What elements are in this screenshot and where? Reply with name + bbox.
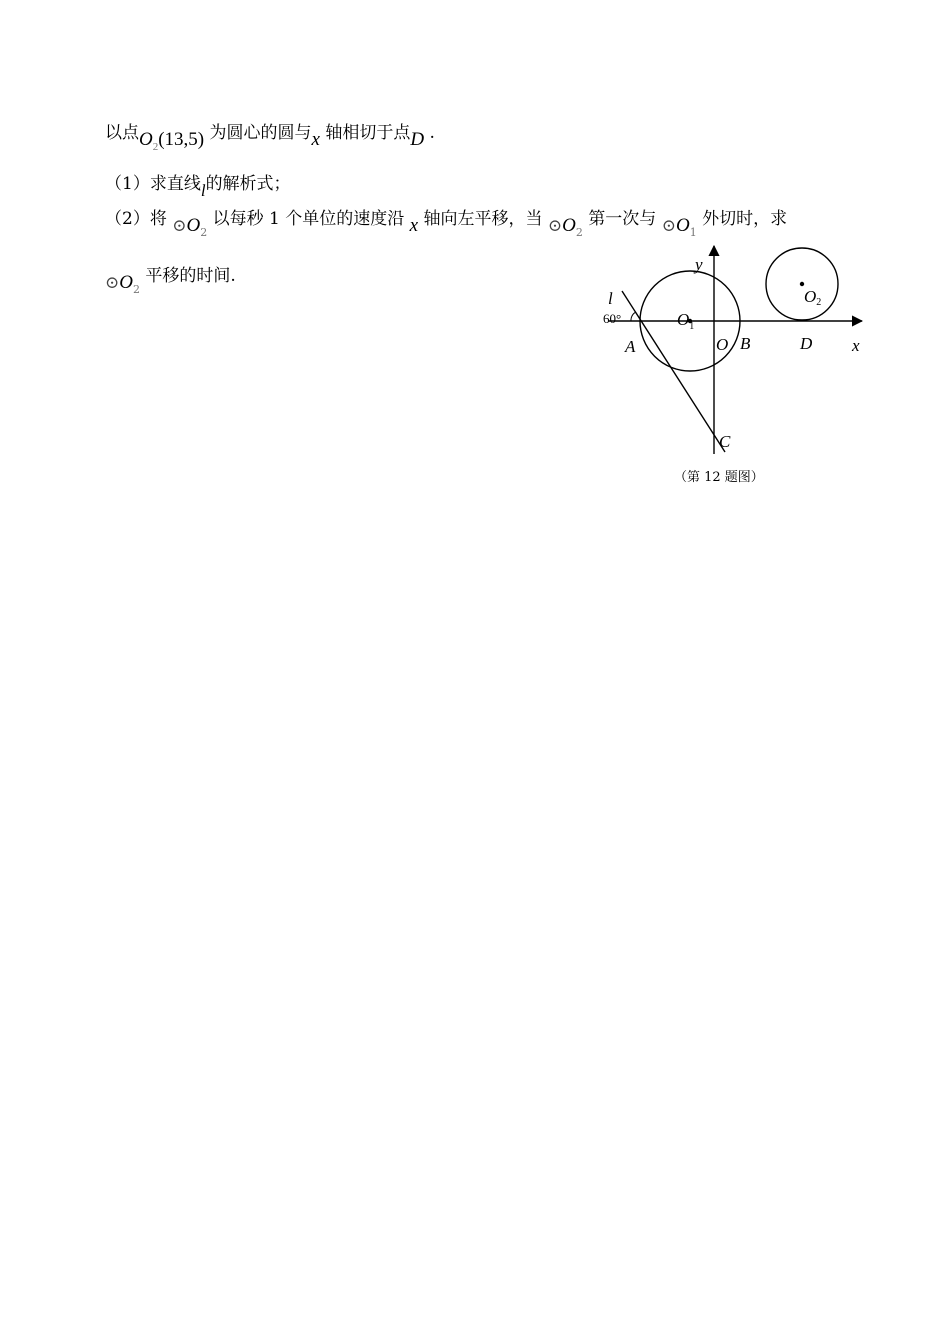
o2-letter: O <box>804 287 817 306</box>
part1-label: （1）求直线 <box>105 174 201 194</box>
label-b: B <box>740 334 751 353</box>
x-variable: x <box>311 129 320 150</box>
text-end: . <box>429 123 435 143</box>
o1-letter: O <box>677 310 690 329</box>
o2-subscript: 2 <box>152 141 159 153</box>
odot-symbol: ⊙ <box>105 273 120 293</box>
o2-center-dot <box>800 282 804 286</box>
part2-text-a: 以每秒 1 个单位的速度沿 <box>212 209 405 229</box>
o2-letter: O <box>139 129 153 150</box>
label-a: A <box>625 337 636 356</box>
text-mid2: 轴相切于点 <box>325 123 411 143</box>
label-l: l <box>608 289 613 308</box>
geometry-figure <box>598 242 873 492</box>
circle-o2-ref-2: $⊙O_2$ <box>547 215 583 239</box>
odot-symbol: ⊙ <box>172 216 187 236</box>
line-l <box>622 291 725 452</box>
circle-o2-ref-3: $⊙O_2$ <box>105 272 140 296</box>
circle-o1-ref: $⊙O_1$ <box>661 215 697 239</box>
label-o: O <box>716 335 729 354</box>
l-variable: l <box>200 181 206 200</box>
figure-svg <box>598 242 873 492</box>
label-o2 <box>804 287 821 308</box>
part2-label: （2）将 <box>105 209 167 229</box>
part2-text-c: 第一次与 <box>588 209 657 229</box>
figure-caption: （第 12 题图） <box>674 470 764 485</box>
part-1-question <box>105 172 291 200</box>
label-c: C <box>719 432 731 451</box>
x-variable-2: x <box>409 215 419 236</box>
odot-symbol: ⊙ <box>547 216 563 236</box>
d-point: D <box>410 129 425 150</box>
part-2-question-cont <box>105 264 236 296</box>
part1-rest: 的解析式； <box>205 174 291 194</box>
text-prefix: 以点 <box>105 123 139 143</box>
o1-subscript: 1 <box>689 321 695 332</box>
label-d: D <box>800 334 813 353</box>
odot-symbol: ⊙ <box>661 216 676 236</box>
text-mid: 为圆心的圆与 <box>209 123 312 143</box>
label-x: x <box>852 336 860 355</box>
o2-coords: (13,5) <box>158 129 205 150</box>
angle-arc <box>631 312 636 321</box>
label-y: y <box>695 255 703 274</box>
part-2-question <box>105 207 788 239</box>
circle-o2-ref-1: $⊙O_2$ <box>172 215 208 239</box>
label-o1 <box>677 310 694 332</box>
part2-text-e: 平移的时间. <box>145 266 236 286</box>
part2-text-d: 外切时，求 <box>702 209 788 229</box>
problem-intro-line <box>105 121 435 153</box>
o2-point <box>139 129 205 153</box>
label-60-degree: 60° <box>603 311 622 326</box>
part2-text-b: 轴向左平移，当 <box>423 209 543 229</box>
o2-subscript: 2 <box>816 297 822 308</box>
